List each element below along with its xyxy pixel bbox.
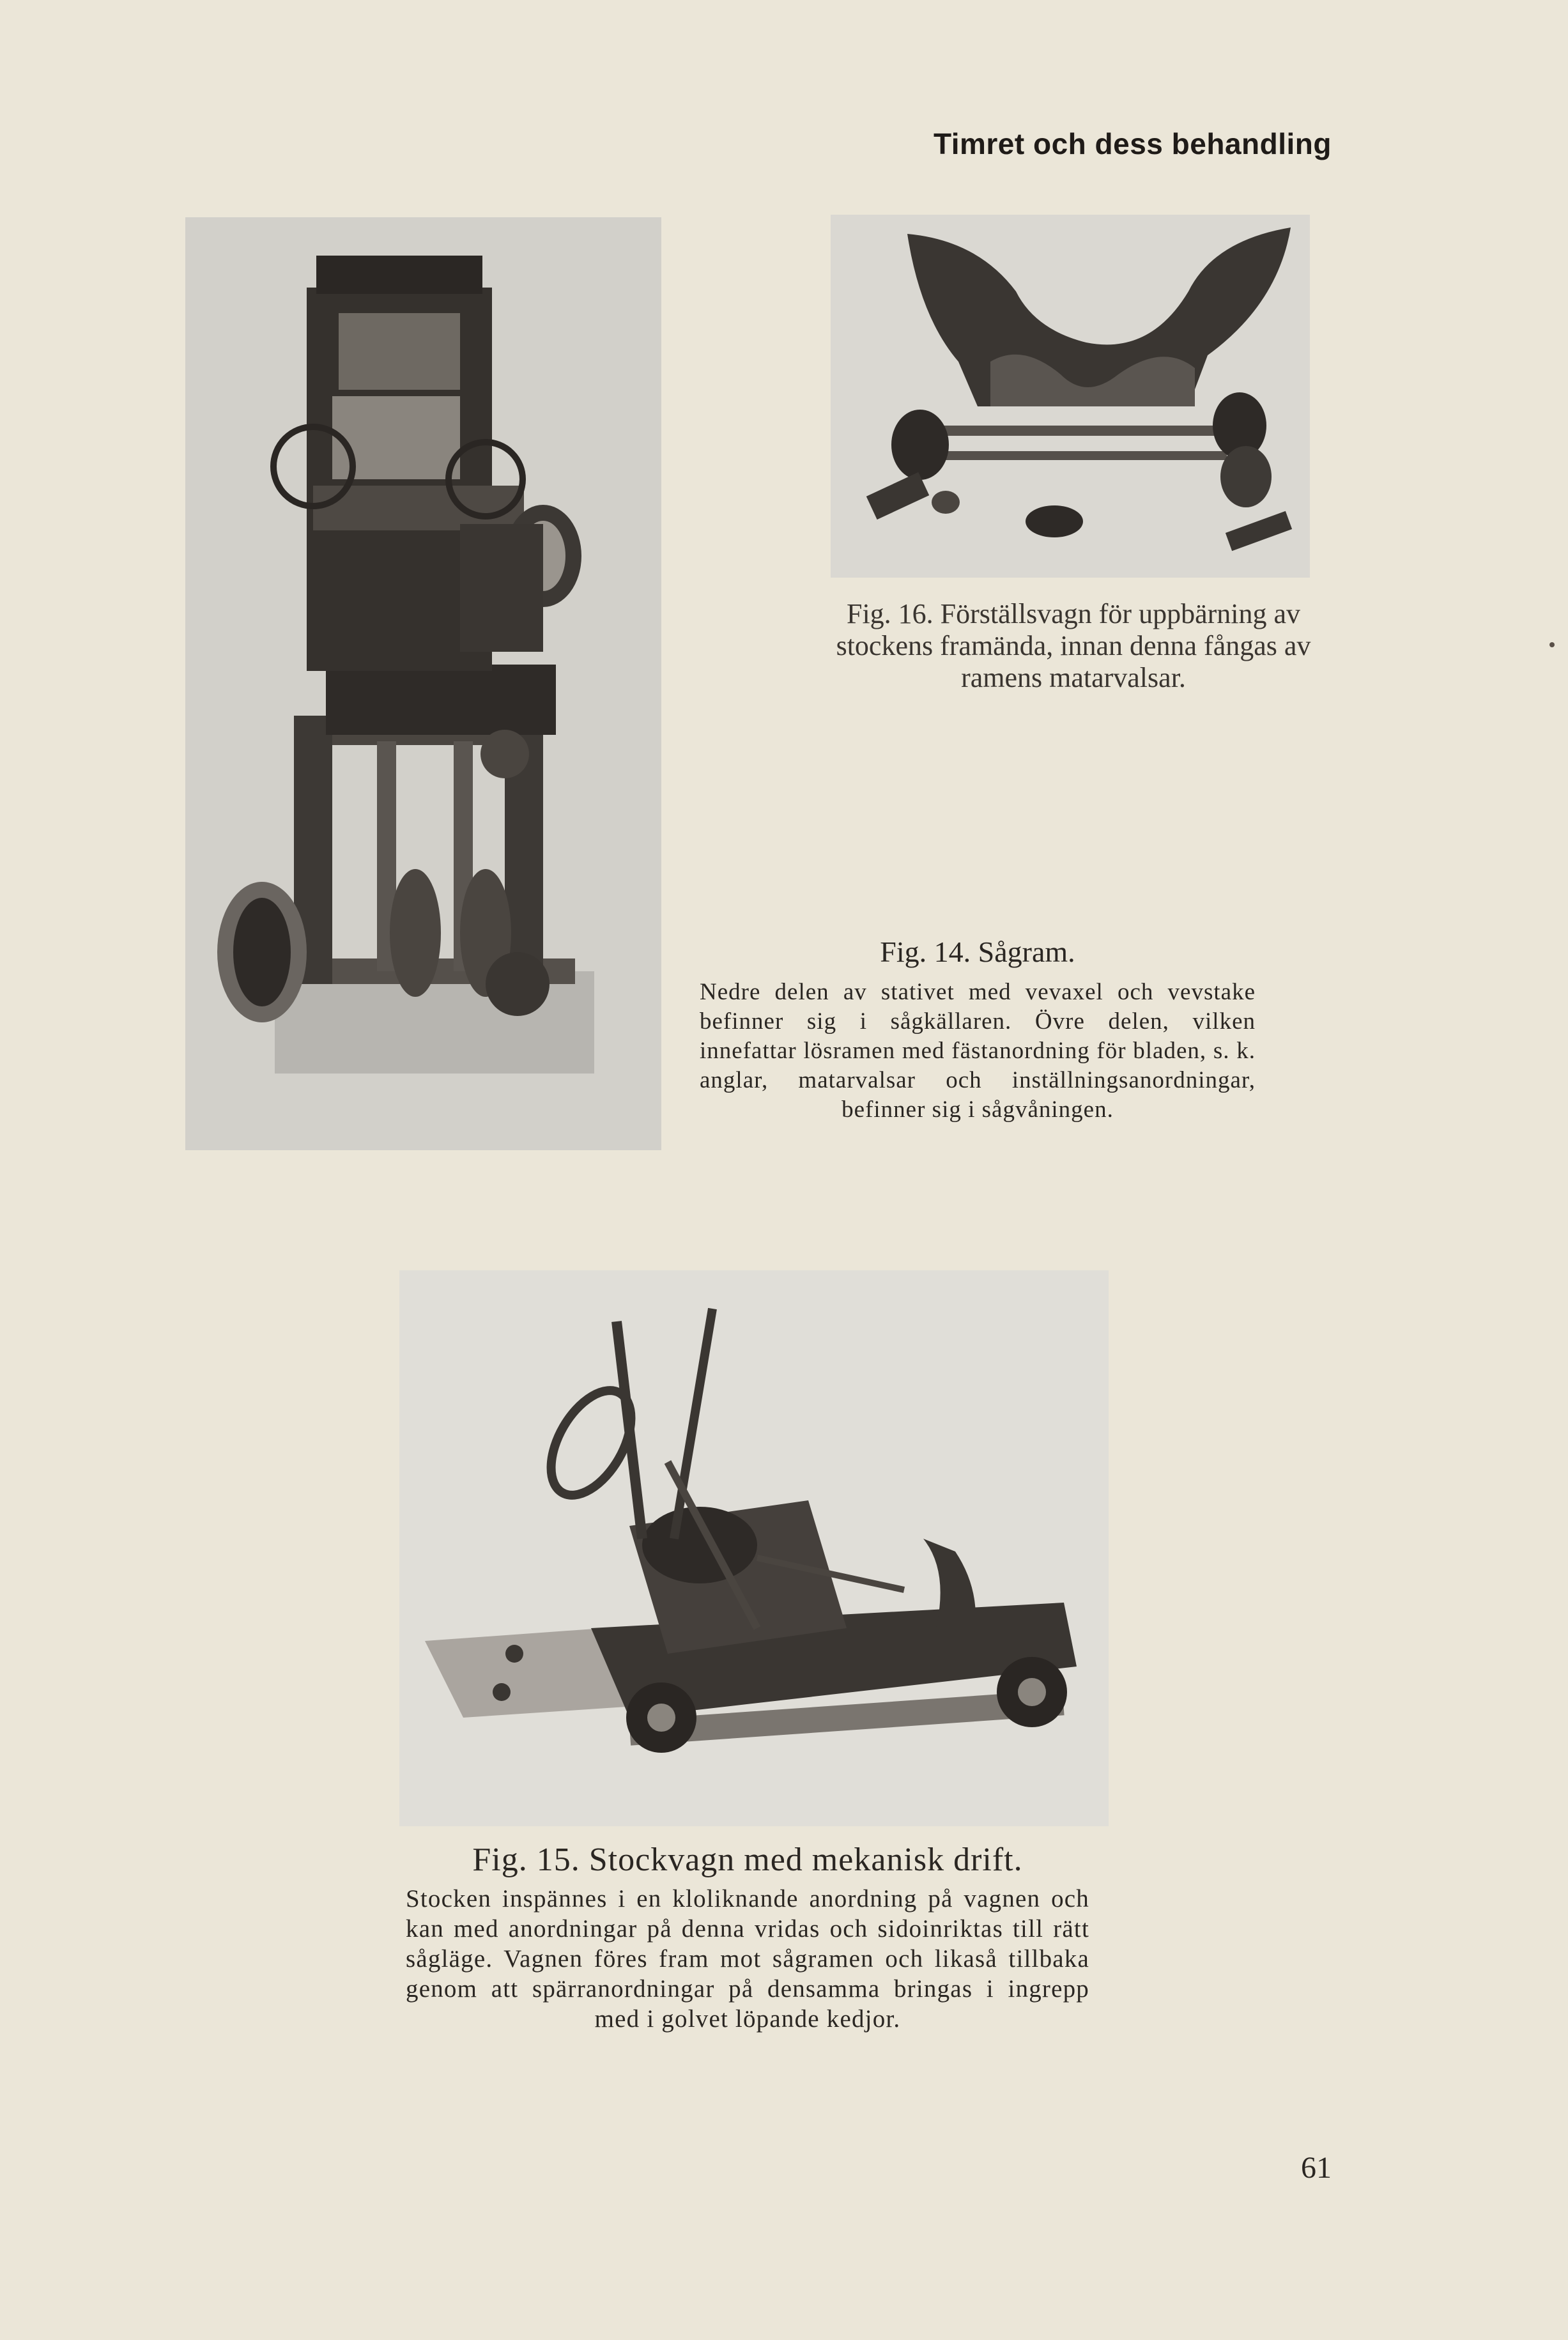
fig14-caption [700,934,1256,1125]
fig14-caption-title: Fig. 14. Sågram. [880,935,1075,968]
stockvagn-photo [399,1270,1109,1826]
running-header: Timret och dess behandling [933,127,1332,160]
paper-speck [1549,642,1555,647]
page-number: 61 [1301,2151,1332,2185]
sagram-photo [185,217,661,1150]
fig15-caption-body: Stocken inspännes i en kloliknande anordning på vagnen och kan med anordningar på denna vridas och sidoinriktas till rätt sågläge. Vagnen föres fram mot sågramen och likaså tillbaka genom att spärranordningar på densamma bringas i ingrepp med i golvet löpande kedjor. [406,1885,1089,2033]
fig14-caption-body: Nedre delen av stativet med vevaxel och vevstake befinner sig i sågkällaren. Övre delen, vilken innefattar lösramen med fästanordning för bladen, s. k. anglar, matarvalsar och inställningsanordningar, befinner sig i sågvåningen. [700,979,1256,1123]
fig15-caption-title: Fig. 15. Stockvagn med mekanisk drift. [472,1842,1023,1878]
forstallsvagn-photo [831,215,1310,578]
fig16-caption: Fig. 16. Förställsvagn för uppbärning av stockens framända, innan denna fångas av ramens matarvalsar. [836,598,1311,693]
fig15-caption [406,1840,1089,2034]
